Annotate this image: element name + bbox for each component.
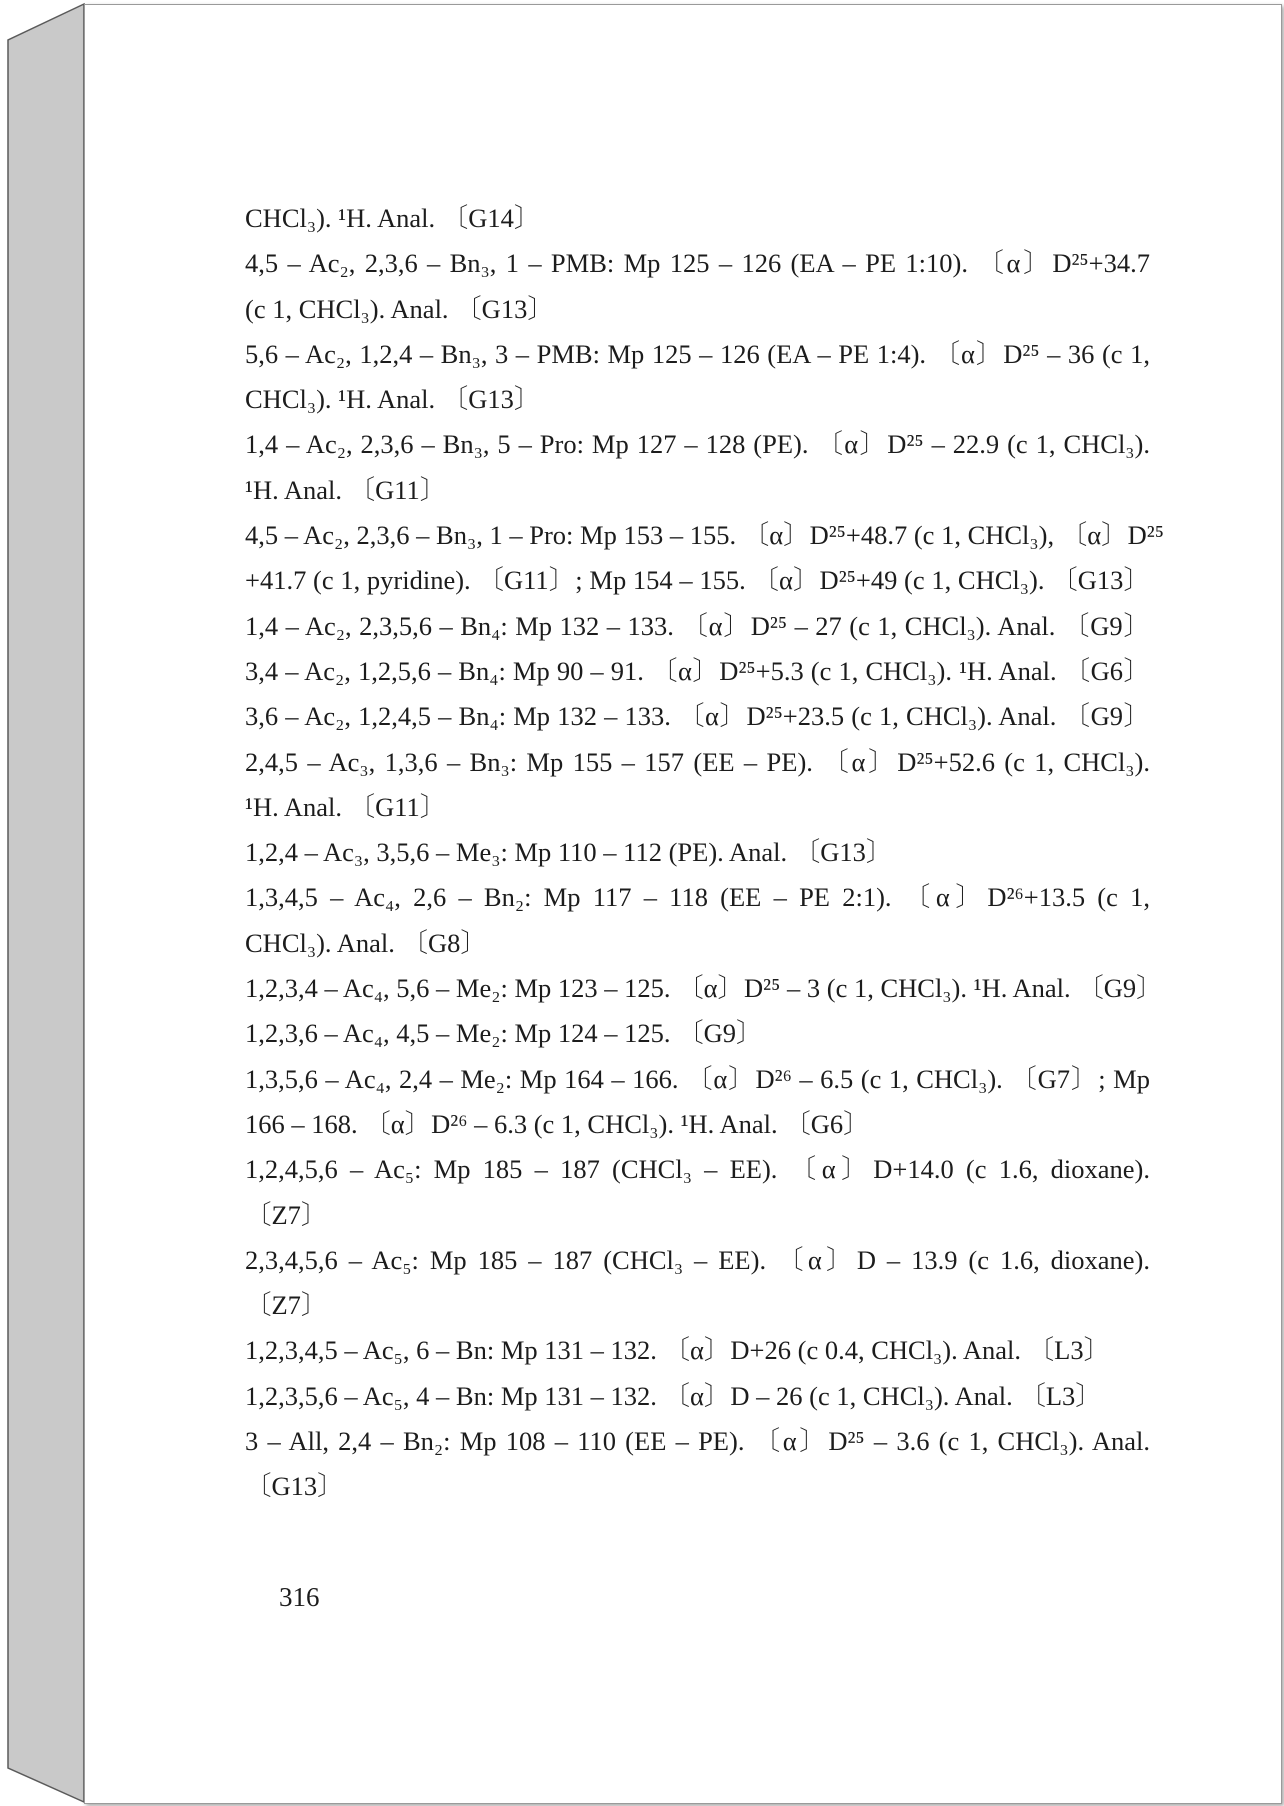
text-line: 〔Z7〕 xyxy=(245,1199,328,1230)
text-line: 4,5 – Ac₂, 2,3,6 – Bn₃, 1 – PMB: Mp 125 – 126 (EA – PE 1:10). 〔α〕D²⁵+34.7 xyxy=(245,248,1150,279)
text-line: 1,2,4,5,6 – Ac₅: Mp 185 – 187 (CHCl₃ – EE). 〔α〕D+14.0 (c 1.6, dioxane). xyxy=(245,1154,1150,1185)
text-line: CHCl₃). Anal. 〔G8〕 xyxy=(245,927,487,958)
text-line: 1,3,5,6 – Ac₄, 2,4 – Me₂: Mp 164 – 166. 〔α〕D²⁶ – 6.5 (c 1, CHCl₃). 〔G7〕; Mp xyxy=(245,1063,1150,1094)
page-body-text xyxy=(245,196,1164,1510)
text-line: 5,6 – Ac₂, 1,2,4 – Bn₃, 3 – PMB: Mp 125 – 126 (EA – PE 1:4). 〔α〕D²⁵ – 36 (c 1, xyxy=(245,338,1150,369)
text-line: ¹H. Anal. 〔G11〕 xyxy=(245,474,447,505)
text-line: 〔Z7〕 xyxy=(245,1290,328,1321)
text-line: 1,2,4 – Ac₃, 3,5,6 – Me₃: Mp 110 – 112 (PE). Anal. 〔G13〕 xyxy=(245,837,893,868)
text-line: 3 – All, 2,4 – Bn₂: Mp 108 – 110 (EE – PE). 〔α〕D²⁵ – 3.6 (c 1, CHCl₃). Anal. xyxy=(245,1426,1150,1457)
page-number: 316 xyxy=(279,1582,320,1612)
text-line: +41.7 (c 1, pyridine). 〔G11〕; Mp 154 – 155. 〔α〕D²⁵+49 (c 1, CHCl₃). 〔G13〕 xyxy=(245,565,1150,596)
text-line: CHCl₃). ¹H. Anal. 〔G14〕 xyxy=(245,203,541,233)
text-line: 166 – 168. 〔α〕D²⁶ – 6.3 (c 1, CHCl₃). ¹H. Anal. 〔G6〕 xyxy=(245,1108,870,1139)
text-line: ¹H. Anal. 〔G11〕 xyxy=(245,791,447,822)
text-line: 4,5 – Ac₂, 2,3,6 – Bn₃, 1 – Pro: Mp 153 – 155. 〔α〕D²⁵+48.7 (c 1, CHCl₃), 〔α〕D²⁵ xyxy=(245,520,1164,551)
text-line: (c 1, CHCl₃). Anal. 〔G13〕 xyxy=(245,293,554,324)
text-line: 1,2,3,4 – Ac₄, 5,6 – Me₂: Mp 123 – 125. 〔α〕D²⁵ – 3 (c 1, CHCl₃). ¹H. Anal. 〔G9〕 xyxy=(245,973,1163,1004)
text-line: 1,2,3,4,5 – Ac₅, 6 – Bn: Mp 131 – 132. 〔α〕D+26 (c 0.4, CHCl₃). Anal. 〔L3〕 xyxy=(245,1335,1111,1366)
text-line: 1,3,4,5 – Ac₄, 2,6 – Bn₂: Mp 117 – 118 (EE – PE 2:1). 〔α〕D²⁶+13.5 (c 1, xyxy=(245,882,1150,913)
text-line: 1,4 – Ac₂, 2,3,6 – Bn₃, 5 – Pro: Mp 127 – 128 (PE). 〔α〕D²⁵ – 22.9 (c 1, CHCl₃). xyxy=(245,429,1150,460)
text-line: 1,2,3,6 – Ac₄, 4,5 – Me₂: Mp 124 – 125. 〔G9〕 xyxy=(245,1018,763,1049)
text-line: CHCl₃). ¹H. Anal. 〔G13〕 xyxy=(245,384,541,415)
text-line: 2,4,5 – Ac₃, 1,3,6 – Bn₃: Mp 155 – 157 (EE – PE). 〔α〕D²⁵+52.6 (c 1, CHCl₃). xyxy=(245,746,1150,777)
text-line: 3,6 – Ac₂, 1,2,4,5 – Bn₄: Mp 132 – 133. 〔α〕D²⁵+23.5 (c 1, CHCl₃). Anal. 〔G9〕 xyxy=(245,701,1150,732)
text-line: 3,4 – Ac₂, 1,2,5,6 – Bn₄: Mp 90 – 91. 〔α〕D²⁵+5.3 (c 1, CHCl₃). ¹H. Anal. 〔G6〕 xyxy=(245,655,1150,686)
text-line: 2,3,4,5,6 – Ac₅: Mp 185 – 187 (CHCl₃ – EE). 〔α〕D – 13.9 (c 1.6, dioxane). xyxy=(245,1244,1150,1275)
text-line: 〔G13〕 xyxy=(245,1471,344,1502)
text-line: 1,4 – Ac₂, 2,3,5,6 – Bn₄: Mp 132 – 133. 〔α〕D²⁵ – 27 (c 1, CHCl₃). Anal. 〔G9〕 xyxy=(245,610,1150,641)
text-line: 1,2,3,5,6 – Ac₅, 4 – Bn: Mp 131 – 132. 〔α〕D – 26 (c 1, CHCl₃). Anal. 〔L3〕 xyxy=(245,1380,1102,1411)
